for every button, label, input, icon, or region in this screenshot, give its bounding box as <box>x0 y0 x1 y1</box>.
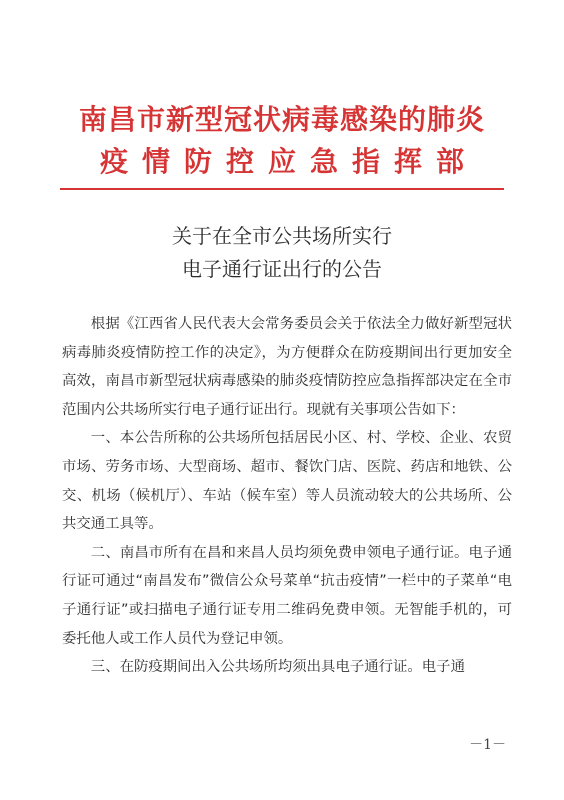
document-title-line-2: 电子通行证出行的公告 <box>182 257 382 281</box>
document-title-line-1: 关于在全市公共场所实行 <box>172 224 392 248</box>
paragraph-item-3: 三、在防疫期间出入公共场所均须出具电子通行证。电子通 <box>90 659 465 676</box>
header-red-rule <box>60 188 504 190</box>
page-number: －1－ <box>469 737 506 753</box>
paragraph-intro: 根据《江西省人民代表大会常务委员会关于依法全力做好新型冠状病毒肺炎疫情防控工作的决定》，为方便群众在防疫期间出行更加安全高效，南昌市新型冠状病毒感染的肺炎疫情防控应急指挥部决定在全市范围内公共场所实行电子通行证出行。现就有关事项公告如下： <box>62 316 512 418</box>
paragraph-item-2: 二、南昌市所有在昌和来昌人员均须免费申领电子通行证。电子通行证可通过“南昌发布”微信公众号菜单“抗击疫情”一栏中的子菜单“电子通行证”或扫描电子通行证专用二维码免费申领。无智能手机的，可委托他人或工作人员代为登记申领。 <box>62 544 512 647</box>
issuer-header-line-1: 南昌市新型冠状病毒感染的肺炎 <box>78 103 485 136</box>
issuer-header-line-2: 疫情防控应急指挥部 <box>99 145 478 178</box>
paragraph-item-1: 一、本公告所称的公共场所包括居民小区、村、学校、企业、农贸市场、劳务市场、大型商场、超市、餐饮门店、医院、药店和地铁、公交、机场（候机厅）、车站（候车室）等人员流动较大的公共场所、公共交通工具等。 <box>62 430 512 533</box>
document-body <box>62 310 512 682</box>
